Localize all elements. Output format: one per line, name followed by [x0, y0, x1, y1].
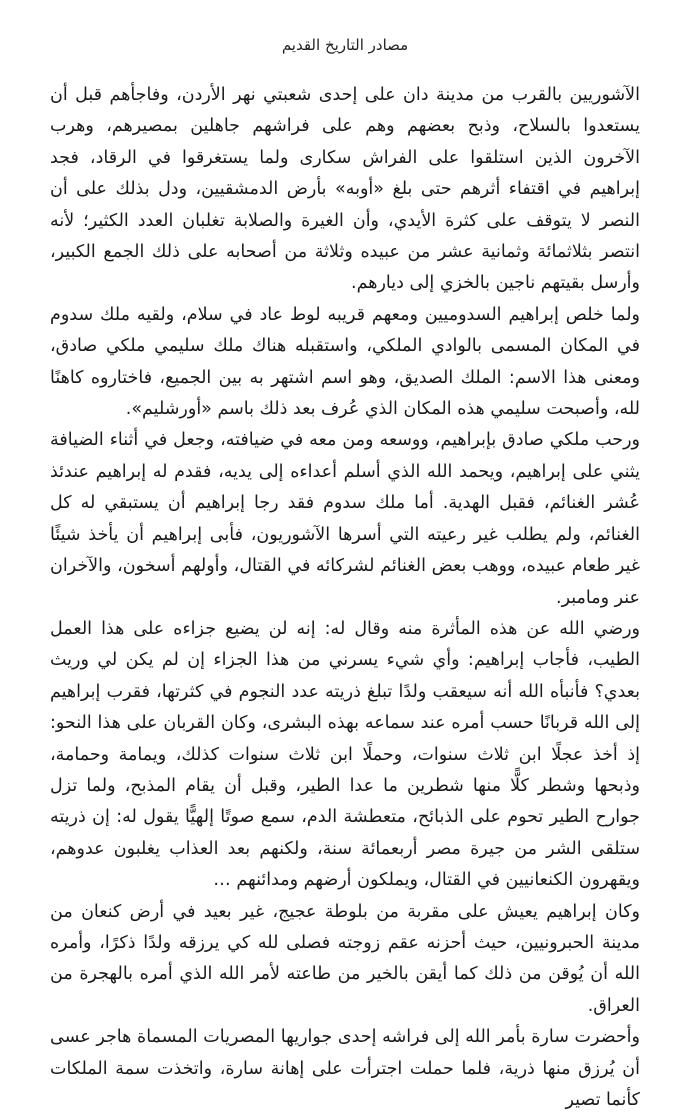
paragraph: ورضي الله عن هذه المأثرة منه وقال له: إنه لن يضيع جزاءه على هذا العمل الطيب، فأجاب إبراهيم: وأي شيء يسرني من هذا الجزاء إن لم يكن لي وريث بعدي؟ فأنبأه الله أنه سيعقب ولدًا تبلغ ذريته عدد النجوم في كثرتها، فقرب إبراهيم إلى الله قربانًا حسب أمره عند سماعه بهذه البشرى، وكان القربان على هذا النحو: إذ أخذ عجلًا ابن ثلاث سنوات، وحملًا ابن ثلاث سنوات كذلك، ويمامة وحمامة، وذبحها وشطر كلًّا منها شطرين ما عدا الطير، وقبل أن يقام المذبح، ولما تزل جوارح الطير تحوم على الذبائح، متعطشة الدم، سمع صوتًا إلهيًّا يقول له: إن ذريته ستلقى الشر من جيرة مصر أربعمائة سنة، ولكنهم بعد العذاب يغلبون عدوهم، ويقهرون الكنعانيين في القتال، ويملكون أرضهم ومدائنهم …: [50, 618, 640, 891]
paragraph: ولما خلص إبراهيم السدوميين ومعهم قريبه لوط عاد في سلام، ولقيه ملك سدوم في المكان المسمى بالوادي الملكي، واستقبله هناك ملك سليمي ملكي صادق، ومعنى هذا الاسم: الملك الصديق، وهو اسم اشتهر به بين الجميع، فاختاروه كاهنًا لله، وأصبحت سليمي هذه المكان الذي عُرف بعد ذلك باسم «أورشليم».: [50, 304, 640, 420]
paragraph: وأحضرت سارة بأمر الله إلى فراشه إحدى جواريها المصريات المسماة هاجر عسى أن يُرزق منها ذرية، فلما حملت اجترأت على إهانة سارة، واتخذت سمة الملكات كأنما تصير: [50, 1027, 640, 1110]
body-text: [50, 80, 640, 1116]
paragraph: وكان إبراهيم يعيش على مقربة من بلوطة عجيج، غير بعيد في أرض كنعان من مدينة الحبرونيين، حيث أحزنه عقم زوجته فصلى لله كي يرزقه ولدًا ذكرًا، وأمره الله أن يُوقن من ذلك كما أيقن بالخير من طاعته لأمر الله الذي أمره بالهجرة من العراق.: [50, 901, 640, 1016]
running-header: مصادر التاريخ القديم: [281, 36, 409, 54]
paragraph: ورحب ملكي صادق بإبراهيم، ووسعه ومن معه في ضيافته، وجعل في أثناء الضيافة يثني على إبراهيم، ويحمد الله الذي أسلم أعداءه إلى يديه، فقدم له إبراهيم عندئذ عُشر الغنائم، فقبل الهدية. أما ملك سدوم فقد رجا إبراهيم أن يستبقي له كل الغنائم، ولم يطلب غير رعيته التي أسرها الآشوريون، فأبى إبراهيم أن يأخذ شيئًا غير طعام عبيده، ووهب بعض الغنائم لشركائه في القتال، وأولهم أسخون، والآخران عنر ومامبر.: [50, 430, 640, 608]
paragraph: الآشوريين بالقرب من مدينة دان على إحدى شعبتي نهر الأردن، وفاجأهم قبل أن يستعدوا بالسلاح، وذبح بعضهم وهم على فراشهم جاهلين بمصيرهم، وهرب الآخرون الذين استلقوا على الفراش سكارى ولما يستغرقوا في الرقاد، فجد إبراهيم في اقتفاء أثرهم حتى بلغ «أوبه» بأرض الدمشقيين، ودل بذلك على أن النصر لا يتوقف على كثرة الأيدي، وأن الغيرة والصلابة تغلبان العدد الكثير؛ لأنه انتصر بثلاثمائة وثمانية عشر من عبيده وثلاثة من أصحابه على ذلك الجمع الكبير، وأرسل بقيتهم ناجين بالخزي إلى ديارهم.: [50, 85, 640, 294]
